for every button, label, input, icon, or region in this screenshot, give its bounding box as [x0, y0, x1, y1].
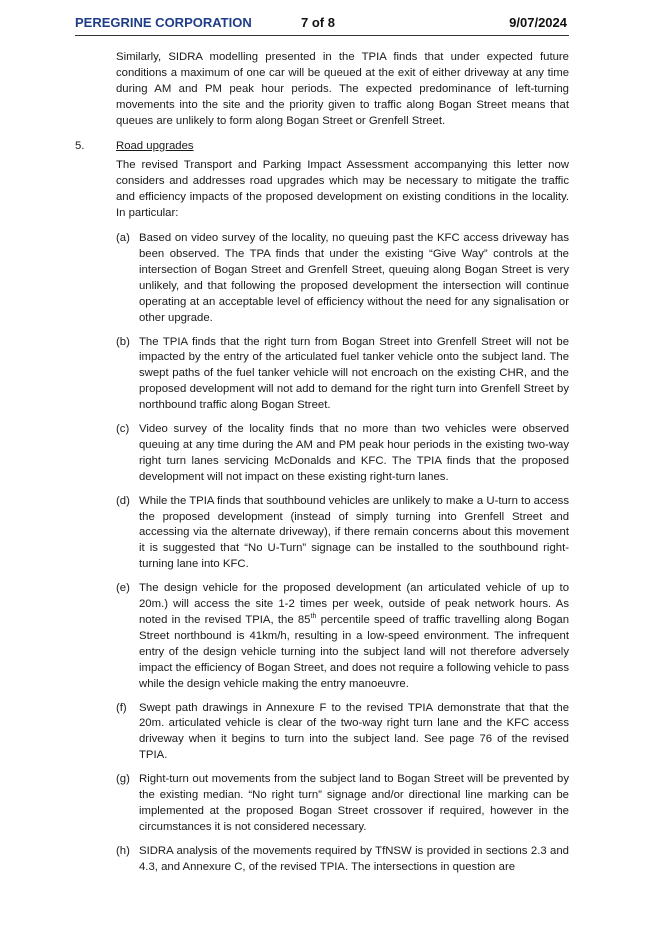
list-item-text-before: The design vehicle for the proposed development (an articulated vehicle of up to 20m.) will access the site 1-2 times per week, outside of peak network hours. As noted in the revised TPIA, the 85 [139, 582, 569, 626]
list-item-text: Right-turn out movements from the subject land to Bogan Street will be prevented by the existing median. “No right turn” signage and/or directional line marking can be implemented at the proposed Bogan Street crossover if required, however in the circumstances it is not considered necessary. [139, 773, 569, 833]
company-name: PEREGRINE CORPORATION [75, 15, 252, 30]
section-heading [75, 139, 569, 155]
list-item-text: Based on video survey of the locality, no queuing past the KFC access driveway has been observed. The TPA finds that under the existing “Give Way” controls at the intersection of Bogan Street and Grenfell Street, queuing along Bogan Street is very unlikely, and that following the proposed development the intersection will continue operating at an acceptable level of efficiency without the need for any signalisation or other upgrade. [139, 232, 569, 324]
list-item-text: SIDRA analysis of the movements required by TfNSW is provided in sections 2.3 and 4.3, and Annexure C, of the revised TPIA. The intersections in question are [139, 844, 569, 873]
list-item-label: (c) [116, 423, 130, 436]
intro-paragraph: Similarly, SIDRA modelling presented in the TPIA finds that under expected future conditions a maximum of one car will be queued at the exit of either driveway at any time during AM and PM peak hour periods. The expected predominance of left-turning movements into the site and the priority given to traffic along Bogan Street means that queues are unlikely to form along Bogan Street or Grenfell Street. [116, 51, 569, 127]
list-item-text: While the TPIA finds that southbound vehicles are unlikely to make a U-turn to access the proposed development (instead of simply turning into Grenfell Street and accessing via the alternate driveway), if there remain concerns about this movement it is suggested that “No U-Turn” signage can be installed to the southbound right-turning lane into KFC. [139, 494, 569, 571]
list-item-label: (e) [116, 582, 130, 595]
page-number: 7 of 8 [301, 15, 335, 30]
list-item-label: (g) [116, 773, 130, 786]
list-item-a [116, 231, 569, 326]
list-item-label: (d) [116, 494, 130, 507]
section-number: 5. [75, 139, 85, 152]
list-item-h [116, 844, 569, 876]
list-item-text [139, 582, 569, 689]
list-item-label: (a) [116, 232, 130, 245]
list-item-text-after: percentile speed of traffic travelling along Bogan Street northbound is 41km/h, resulting in a low-speed environment. The infrequent entry of the design vehicle turning into the subject land will not therefore adversely impact the efficiency of Bogan Street, and does not require a following vehicle to pass while the design vehicle making the entry manoeuvre. [139, 614, 569, 690]
section-lead-paragraph: The revised Transport and Parking Impact Assessment accompanying this letter now considers and addresses road upgrades which may be necessary to mitigate the traffic and efficiency impacts of the proposed development on existing conditions in the locality. In particular: [116, 159, 569, 220]
page-header [75, 13, 569, 36]
list-item-text: The TPIA finds that the right turn from Bogan Street into Grenfell Street will not be impacted by the entry of the articulated fuel tanker vehicle onto the subject land. The swept paths of the fuel tanker vehicle will not encroach on the existing CHR, and the proposed development will not add to demand for the right turn into Grenfell Street by northbound traffic along Bogan Street. [139, 335, 569, 412]
list-item-d [116, 494, 569, 574]
list-item-e [116, 581, 569, 692]
list-item-text: Video survey of the locality finds that no more than two vehicles were observed queuing at any time during the AM and PM peak hour periods in the existing two-way right turn lanes servicing McDonalds and KFC. The TPIA finds that the proposed development will not impact on these existing right-turn lanes. [139, 423, 569, 483]
document-date: 9/07/2024 [509, 15, 567, 30]
list-item-b [116, 335, 569, 415]
list-item-text: Swept path drawings in Annexure F to the revised TPIA demonstrate that that the 20m. articulated vehicle is clear of the two-way right turn lane and the KFC access driveway when it begins to turn into the subject land. See page 76 of the revised TPIA. [139, 701, 569, 762]
section-title: Road upgrades [116, 139, 194, 152]
list-item-label: (b) [116, 335, 130, 348]
list-item-g [116, 772, 569, 836]
list-item-f [116, 701, 569, 765]
list-item-c [116, 422, 569, 486]
list-item-label: (h) [116, 844, 130, 857]
document-body [75, 50, 569, 884]
ordinal-superscript: th [310, 613, 317, 621]
list-item-label: (f) [116, 701, 127, 714]
